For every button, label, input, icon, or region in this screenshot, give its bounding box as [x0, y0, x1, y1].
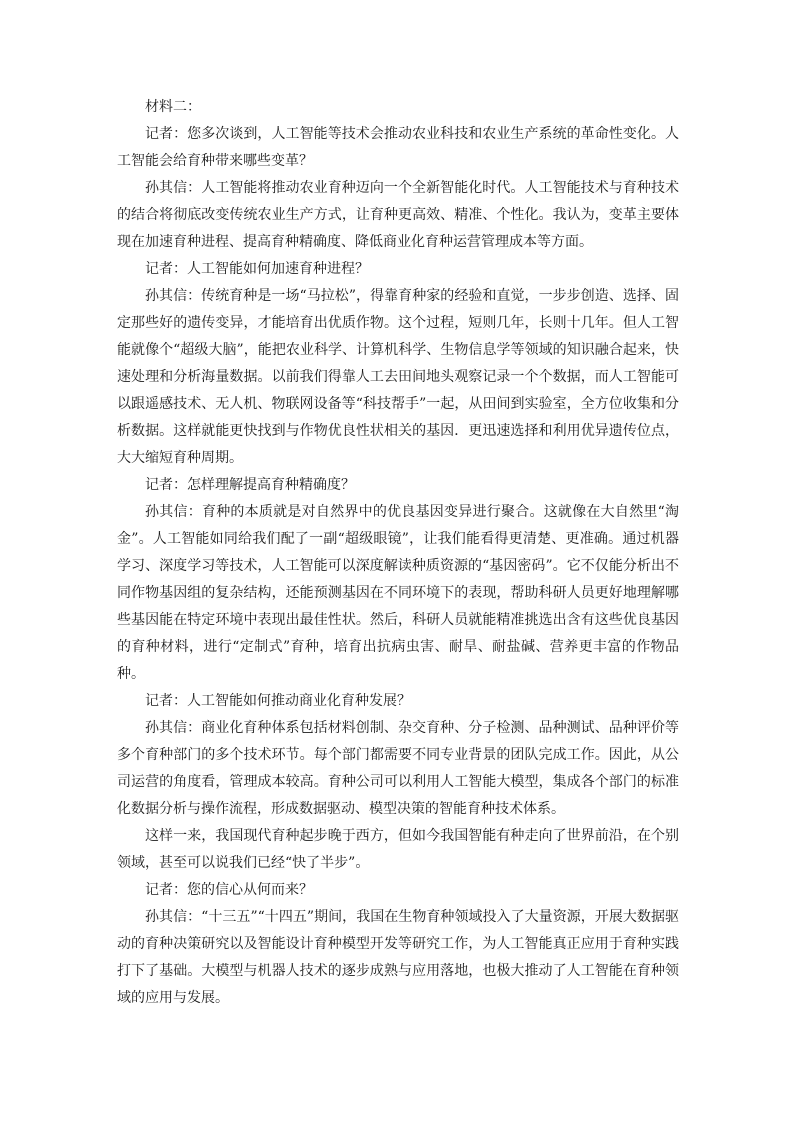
paragraph-answer-1: 孙其信：人工智能将推动农业育种迈向一个全新智能化时代。人工智能技术与育种技术的结合将彻底改变传统农业生产方式，让育种更高效、精准、个性化。我认为，变革主要体现在加速育种进程、提高育种精确度、降低商业化育种运营管理成本等方面。	[117, 180, 679, 250]
paragraph-answer-3: 孙其信：育种的本质就是对自然界中的优良基因变异进行聚合。这就像在大自然里“淘金”。人工智能如同给我们配了一副“超级眼镜”，让我们能看得更清楚、更准确。通过机器学习、深度学习等技术，人工智能可以深度解读种质资源的“基因密码”。它不仅能分析出不同作物基因组的复杂结构，还能预测基因在不同环境下的表现，帮助科研人员更好地理解哪些基因能在特定环境中表现出最佳性状。然后，科研人员就能精准挑选出含有这些优良基因的育种材料，进行“定制式”育种，培育出抗病虫害、耐旱、耐盐碱、营养更丰富的作物品种。	[117, 504, 679, 682]
paragraph-answer-4: 孙其信：商业化育种体系包括材料创制、杂交育种、分子检测、品种测试、品种评价等多个育种部门的多个技术环节。每个部门都需要不同专业背景的团队完成工作。因此，从公司运营的角度看，管理成本较高。育种公司可以利用人工智能大模型，集成各个部门的标准化数据分析与操作流程，形成数据驱动、模型决策的智能育种技术体系。	[117, 720, 679, 817]
paragraph-answer-4-cont: 这样一来，我国现代育种起步晚于西方，但如今我国智能有种走向了世界前沿，在个别领域，甚至可以说我们已经“快了半步”。	[117, 828, 679, 871]
paragraph-reporter-q1: 记者：您多次谈到，人工智能等技术会推动农业科技和农业生产系统的革命性变化。人工智能会给育种带来哪些变革？	[117, 126, 679, 169]
paragraph-answer-5: 孙其信：“十三五”“十四五”期间，我国在生物育种领域投入了大量资源，开展大数据驱动的育种决策研究以及智能设计育种模型开发等研究工作，为人工智能真正应用于育种实践打下了基础。大模型与机器人技术的逐步成熟与应用落地，也极大推动了人工智能在育种领域的应用与发展。	[117, 909, 679, 1006]
paragraph-reporter-q4: 记者：人工智能如何推动商业化育种发展？	[145, 693, 411, 709]
section-heading: 材料二：	[145, 99, 201, 115]
paragraph-reporter-q3: 记者：怎样理解提高育种精确度？	[145, 477, 355, 493]
document-body	[117, 94, 679, 1012]
paragraph-answer-2: 孙其信：传统育种是一场“马拉松”，得靠育种家的经验和直觉，一步步创造、选择、固定那些好的遗传变异，才能培育出优质作物。这个过程，短则几年，长则十几年。但人工智能就像个“超级大脑”，能把农业科学、计算机科学、生物信息学等领域的知识融合起来，快速处理和分析海量数据。以前我们得靠人工去田间地头观察记录一个个数据，而人工智能可以跟遥感技术、无人机、物联网设备等“科技帮手”一起，从田间到实验室，全方位收集和分析数据。这样就能更快找到与作物优良性状相关的基因．更迅速选择和利用优异遗传位点，大大缩短育种周期。	[117, 288, 679, 466]
paragraph-reporter-q5: 记者：您的信心从何而来？	[145, 882, 313, 898]
paragraph-reporter-q2: 记者：人工智能如何加速育种进程？	[145, 261, 369, 277]
